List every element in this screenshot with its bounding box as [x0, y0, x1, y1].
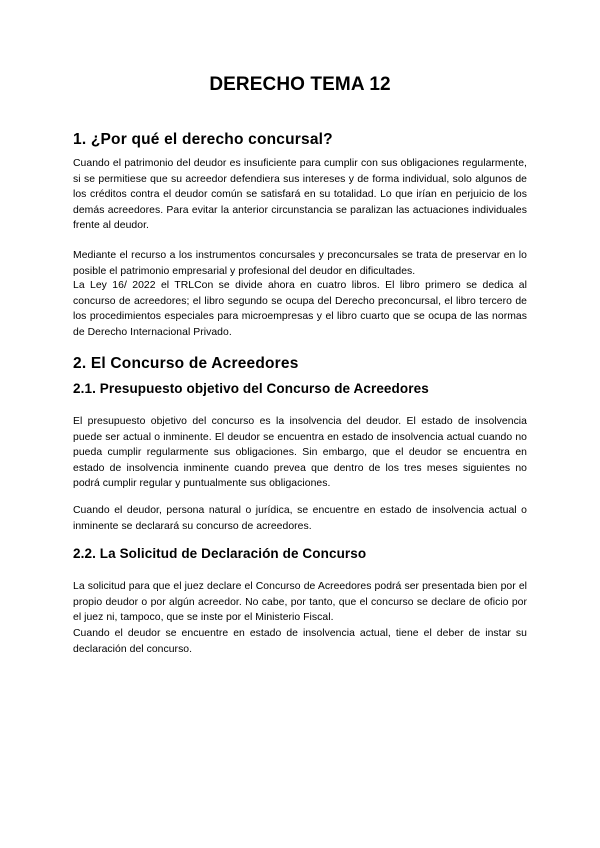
subsection-heading-presupuesto-objetivo: 2.1. Presupuesto objetivo del Concurso de Acreedores [73, 381, 429, 396]
paragraph: La Ley 16/ 2022 el TRLCon se divide ahora en cuatro libros. El libro primero se dedica al concurso de acreedores; el libro segundo se ocupa del Derecho preconcursal, el libro tercero de los procedimientos especiales para microempresas y el libro cuarto que se ocupa de las normas de Derecho Internacional Privado. [73, 280, 527, 338]
paragraph: Cuando el deudor, persona natural o jurídica, se encuentre en estado de insolvencia actual o inminente se declarará su concurso de acreedores. [73, 505, 527, 532]
document-title: DERECHO TEMA 12 [209, 74, 391, 95]
paragraph: El presupuesto objetivo del concurso es la insolvencia del deudor. El estado de insolvencia puede ser actual o inminente. El deudor se encuentra en estado de insolvencia actual cuando no pueda cumplir regularmente sus obligaciones. Sin embargo, que el deudor se encuentra en estado de insolvencia inminente cuando prevea que dentro de los tres meses siguientes no podrá cumplir regular y puntualmente sus obligaciones. [73, 416, 527, 489]
section-heading-concurso-acreedores: 2. El Concurso de Acreedores [73, 355, 299, 372]
paragraph: Cuando el deudor se encuentre en estado de insolvencia actual, tiene el deber de instar su declaración del concurso. [73, 628, 527, 655]
section-heading-derecho-concursal: 1. ¿Por qué el derecho concursal? [73, 131, 333, 148]
paragraph: La solicitud para que el juez declare el Concurso de Acreedores podrá ser presentada bien por el propio deudor o por algún acreedor. No cabe, por tanto, que el concurso se declare de oficio por el juez ni, tampoco, que se inste por el Ministerio Fiscal. [73, 581, 527, 623]
subsection-heading-solicitud-declaracion: 2.2. La Solicitud de Declaración de Concurso [73, 546, 367, 561]
paragraph: Mediante el recurso a los instrumentos concursales y preconcursales se trata de preservar en lo posible el patrimonio empresarial y profesional del deudor en dificultades. [73, 250, 527, 277]
paragraph: Cuando el patrimonio del deudor es insuficiente para cumplir con sus obligaciones regularmente, si se permitiese que su acreedor defendiera sus intereses y de forma individual, solo algunos de los créditos contra el deudor común se satisfará en su totalidad. Lo que irían en perjuicio de los demás acreedores. Para evitar la anterior circunstancia se paralizan las actuaciones individuales frente al deudor. [73, 158, 527, 231]
